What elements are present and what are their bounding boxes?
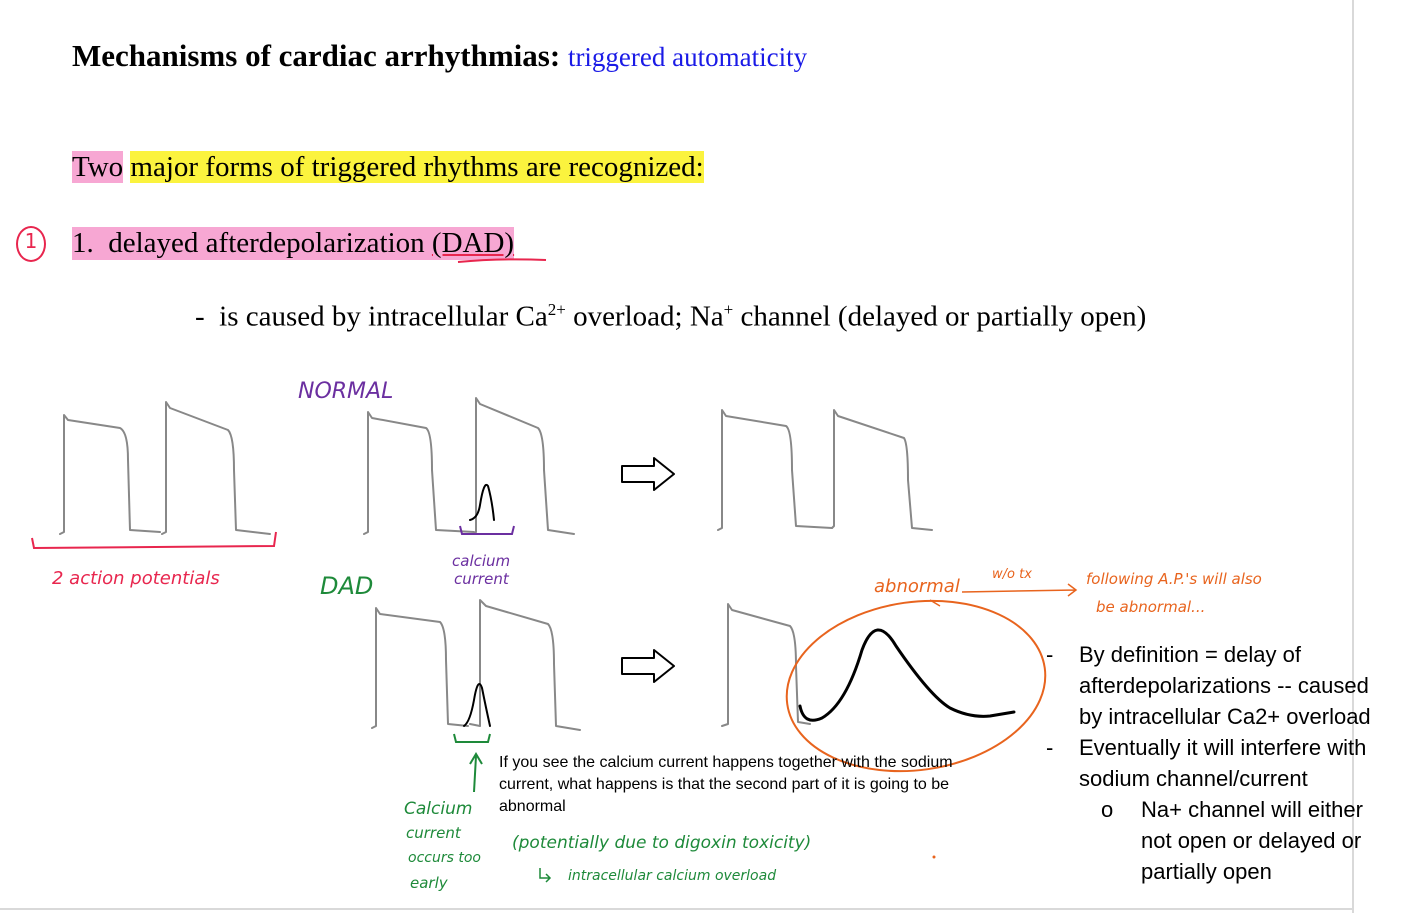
note-sub-bullet-na: o Na+ channel will either not open or delayed or partially open	[1101, 797, 1363, 884]
action-potential-trace-result-2	[832, 410, 932, 530]
note-bullet-interfere: - Eventually it will interfere with sodium channel/current	[1046, 735, 1367, 791]
label-following-2: be abnormal...	[1096, 598, 1206, 616]
arrow-icon-dad	[622, 650, 674, 682]
label-intracellular: intracellular calcium overload	[568, 868, 777, 884]
item-label: delayed afterdepolarization	[108, 227, 425, 259]
dad-underline	[458, 259, 546, 262]
action-potential-trace-dad-result	[722, 604, 810, 726]
label-dad: DAD	[320, 572, 374, 600]
right-notes	[1046, 639, 1396, 887]
label-calcium-early-3: occurs too	[408, 850, 481, 866]
abnormal-wave	[800, 630, 1014, 720]
intro-text: major forms of triggered rhythms are recognized:	[130, 151, 704, 183]
label-calcium-current-1: calcium	[452, 552, 511, 570]
action-potential-trace-dad-1	[372, 608, 468, 728]
intracellular-arrow	[540, 868, 550, 882]
item-number: 1.	[72, 227, 94, 259]
action-potential-trace-1	[60, 415, 160, 534]
action-potential-trace-result-1	[718, 410, 832, 530]
action-potential-trace-normal-1	[364, 412, 474, 534]
arrow-up-calcium	[470, 754, 482, 792]
bracket-calcium-dad	[454, 734, 490, 742]
title-accent: triggered automaticity	[567, 42, 808, 72]
bracket-calcium-normal	[460, 526, 514, 534]
label-two-action-potentials: 2 action potentials	[52, 568, 220, 589]
label-normal: NORMAL	[298, 379, 394, 404]
label-wo-tx: w/o tx	[992, 567, 1032, 582]
intro-word: Two	[72, 151, 124, 183]
calcium-spike-normal	[470, 485, 494, 520]
action-potential-trace-normal-2	[474, 398, 574, 534]
label-abnormal: abnormal	[874, 576, 960, 597]
action-potential-trace-2	[162, 402, 270, 534]
label-digoxin: (potentially due to digoxin toxicity)	[512, 833, 812, 853]
circled-number-marker: 1	[16, 226, 46, 262]
label-calcium-early-4: early	[410, 874, 448, 892]
bracket-two-aps	[32, 532, 276, 548]
calcium-spike-dad	[464, 684, 490, 726]
bullet-cause: - is caused by intracellular $Ca^{2+}$ overload; Na+ channel (delayed or partially open)	[195, 300, 1147, 333]
label-following-1: following A.P.'s will also	[1086, 570, 1262, 588]
label-calcium-early-1: Calcium	[404, 799, 473, 819]
calcium-note: If you see the calcium current happens together with the sodium current, what happens is that the second part of it is going to be abnormal	[499, 754, 953, 815]
note-bullet-definition: - By definition = delay of afterdepolarizations -- caused by intracellular Ca2+ overload	[1046, 642, 1371, 729]
label-calcium-early-2: current	[406, 824, 461, 842]
label-calcium-current-2: current	[454, 570, 509, 588]
item-abbr: (DAD)	[431, 227, 515, 259]
title-main: Mechanisms of cardiac arrhythmias:	[72, 38, 561, 73]
arrow-icon-normal	[622, 458, 674, 490]
stray-dot	[933, 856, 936, 859]
